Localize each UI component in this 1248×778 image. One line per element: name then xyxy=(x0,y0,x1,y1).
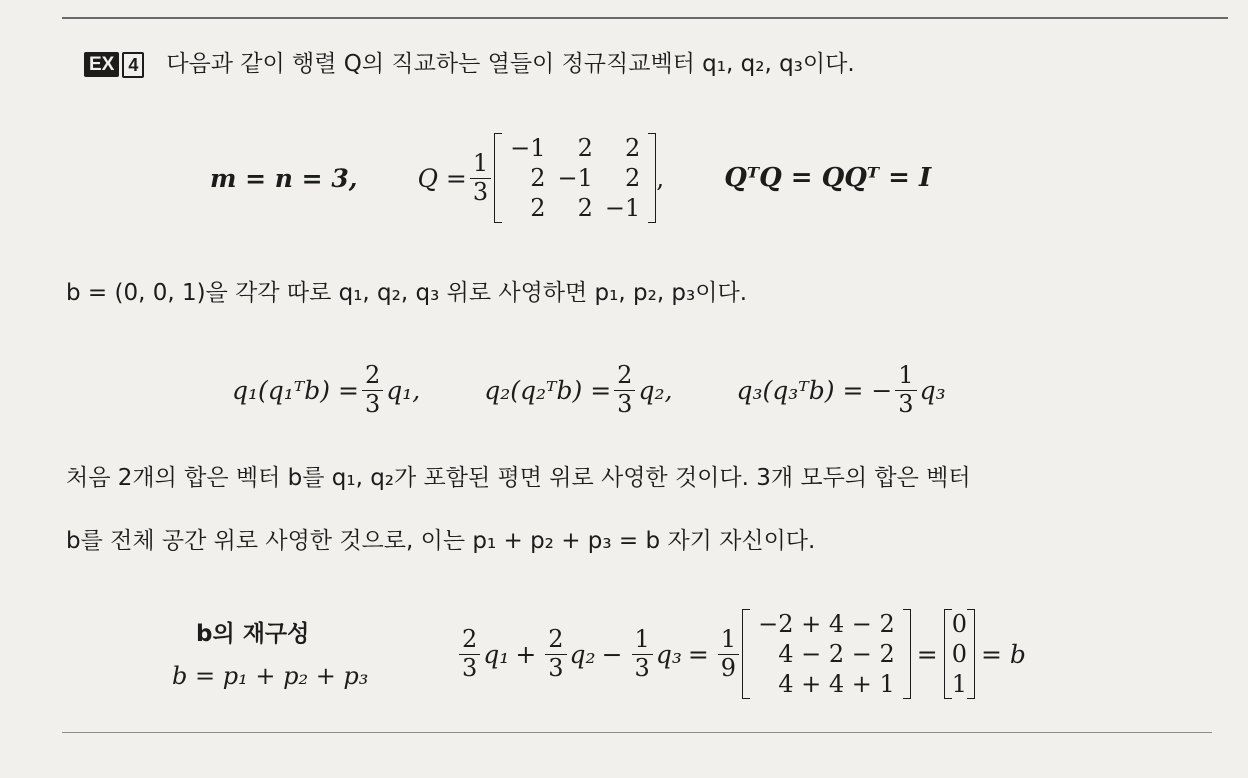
recon-vector-3: q₃ xyxy=(655,639,682,669)
recon-scalar-fraction xyxy=(718,627,739,680)
q-matrix-cell: −1 xyxy=(510,133,546,162)
recon-result-cell: 1 xyxy=(951,670,967,699)
recon-fraction-2 xyxy=(545,627,566,680)
projection-fraction-2-num: 2 xyxy=(617,361,633,390)
recon-sum-cell: 4 − 2 − 2 xyxy=(778,639,895,668)
projection-fraction-2-den: 3 xyxy=(614,390,635,417)
projection-fraction-1-den: 3 xyxy=(362,390,383,417)
bottom-rule xyxy=(62,732,1212,733)
example-number: 4 xyxy=(122,52,144,78)
q-matrix-cell: −1 xyxy=(557,163,593,192)
q-matrix-cell: 2 xyxy=(625,133,641,162)
recon-fraction-1-num: 2 xyxy=(462,625,478,654)
recon-scalar-den: 9 xyxy=(718,654,739,681)
reconstruction-heading xyxy=(196,620,309,646)
projection-fraction-3-den: 3 xyxy=(895,390,916,417)
q-matrix-cell: 2 xyxy=(577,194,593,223)
dimension-text: m = n = 3, xyxy=(210,163,358,193)
q-matrix xyxy=(494,133,656,224)
recon-scalar-num: 1 xyxy=(720,625,737,654)
recon-fraction-3-num: 1 xyxy=(634,625,650,654)
example-badge: EX xyxy=(84,52,119,77)
projection-term-3-tail: q₃ xyxy=(919,375,946,405)
sum-paragraph-line-2: b를 전체 공간 위로 사영한 것으로, 이는 p₁ + p₂ + p₃ = b 자기 자신이다. xyxy=(66,528,816,554)
recon-operator-1: + xyxy=(515,639,537,669)
recon-sum-cell: −2 + 4 − 2 xyxy=(758,609,895,638)
projection-fraction-3-num: 1 xyxy=(898,361,914,390)
orthogonality-identity: QᵀQ = QQᵀ = I xyxy=(724,163,932,193)
recon-result-cell: 0 xyxy=(951,609,967,638)
equation-projections xyxy=(232,352,946,428)
projection-term-3: q₃(q₃ᵀb) = − xyxy=(736,375,893,405)
sum-paragraph-line-1: 처음 2개의 합은 벡터 b를 q₁, q₂가 포함된 평면 위로 사영한 것이다. 3개 모두의 합은 벡터 xyxy=(66,465,971,491)
reconstruction-heading-text: b의 재구성 xyxy=(196,621,310,647)
projection-term-1: q₁(q₁ᵀb) = xyxy=(232,375,359,405)
q-matrix-cell: 2 xyxy=(577,133,593,162)
recon-operator-2: − xyxy=(601,639,623,669)
projection-fraction-1 xyxy=(362,363,383,416)
reconstruction-equation xyxy=(456,606,1026,702)
recon-sum-cell: 4 + 4 + 1 xyxy=(778,670,895,699)
recon-final: = b xyxy=(980,639,1026,669)
equation-orthogonal-matrix: m = n = 3, Q = $\frac{1}{3}$ −1 2 2 2 −1 2 2 2 −1 , QᵀQ = QQᵀ = I xyxy=(210,133,932,223)
recon-operator-3: = xyxy=(687,639,709,669)
recon-result-cell: 0 xyxy=(951,639,967,668)
q-matrix-cell: 2 xyxy=(530,163,546,192)
projection-paragraph: b = (0, 0, 1)을 각각 따로 q₁, q₂, q₃ 위로 사영하면 p₁, p₂, p₃이다. xyxy=(66,280,748,306)
recon-sum-column xyxy=(742,609,911,700)
q-label: Q = xyxy=(417,163,467,193)
q-matrix-cell: 2 xyxy=(625,163,641,192)
projection-term-2: q₂(q₂ᵀb) = xyxy=(484,375,612,405)
recon-fraction-3 xyxy=(632,627,653,680)
recon-result-column xyxy=(944,609,975,700)
projection-term-1-tail: q₁, xyxy=(386,375,421,405)
recon-fraction-2-den: 3 xyxy=(545,654,566,681)
example-intro-line xyxy=(84,50,855,78)
reconstruction-formula: b = p₁ + p₂ + p₃ xyxy=(172,662,369,690)
q-scalar-numerator: 1 xyxy=(472,149,489,178)
recon-fraction-1-den: 3 xyxy=(459,654,480,681)
recon-fraction-1 xyxy=(459,627,480,680)
recon-equals: = xyxy=(916,639,938,669)
recon-fraction-3-den: 3 xyxy=(632,654,653,681)
projection-fraction-3 xyxy=(895,363,916,416)
recon-fraction-2-num: 2 xyxy=(548,625,564,654)
top-rule xyxy=(62,17,1228,19)
projection-fraction-1-num: 2 xyxy=(364,361,381,390)
recon-vector-2: q₂ xyxy=(569,639,596,669)
q-matrix-cell: 2 xyxy=(530,194,546,223)
q-scalar-fraction xyxy=(470,151,491,204)
projection-fraction-2 xyxy=(614,363,635,416)
recon-vector-1: q₁ xyxy=(483,639,510,669)
projection-term-2-tail: q₂, xyxy=(638,375,673,405)
example-intro-text: 다음과 같이 행렬 Q의 직교하는 열들이 정규직교벡터 q₁, q₂, q₃이다. xyxy=(166,51,855,77)
q-matrix-cell: −1 xyxy=(604,194,641,223)
q-scalar-denominator: 3 xyxy=(470,178,491,205)
